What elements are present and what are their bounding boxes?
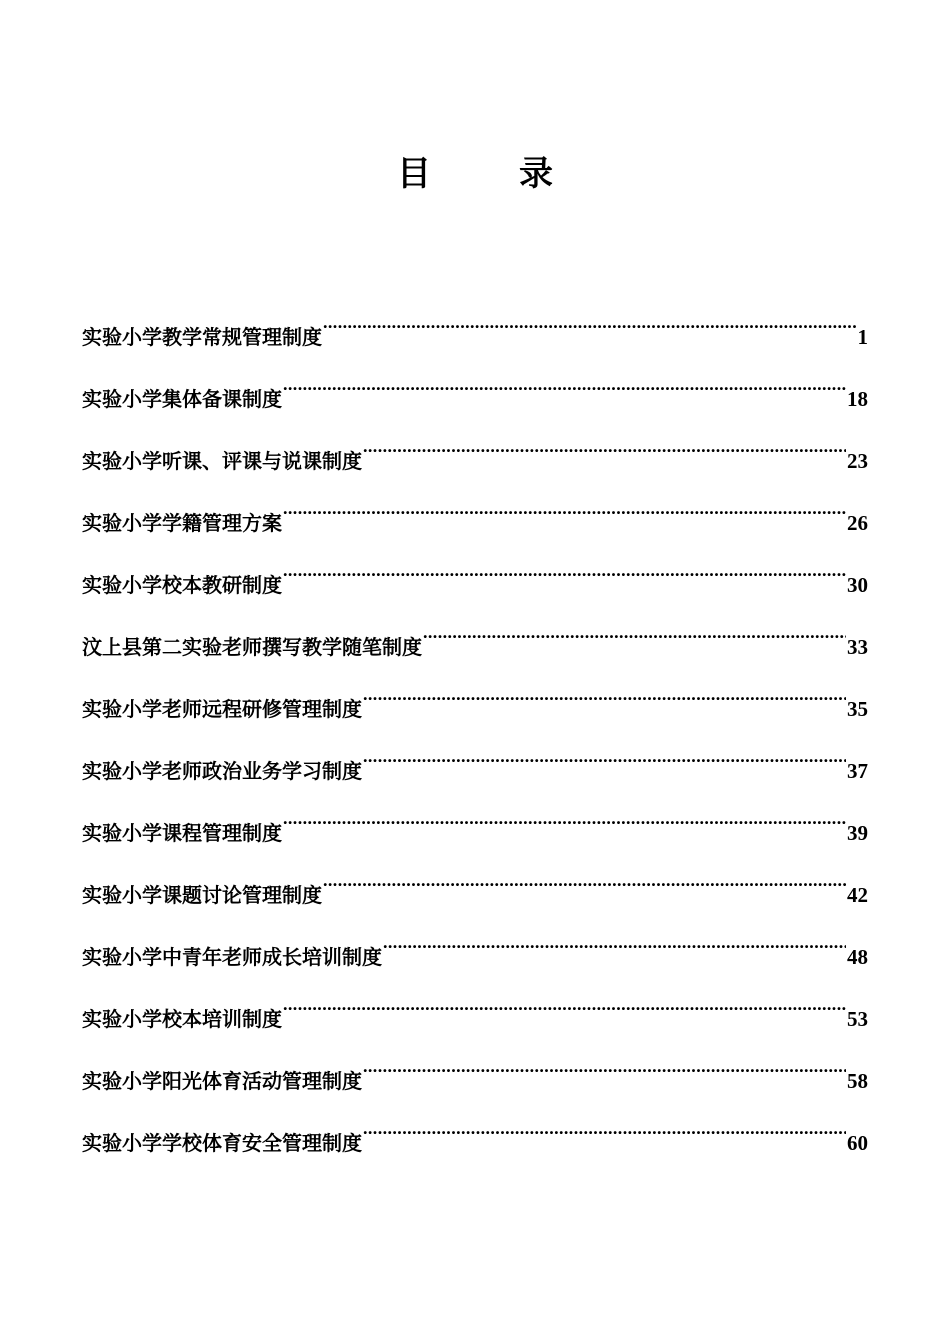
toc-entry-title: 实验小学中青年老师成长培训制度 [82, 945, 382, 969]
toc-dot-leader [363, 1106, 846, 1150]
toc-entry-title: 实验小学校本培训制度 [82, 1007, 282, 1031]
toc-dot-leader [363, 734, 846, 778]
toc-entry[interactable] [82, 486, 868, 548]
toc-entry[interactable] [82, 548, 868, 610]
toc-entry-title: 实验小学阳光体育活动管理制度 [82, 1069, 362, 1093]
toc-dot-leader [363, 672, 846, 716]
title-char-2: 录 [519, 154, 553, 194]
toc-entry[interactable] [82, 734, 868, 796]
table-of-contents [82, 300, 868, 1168]
toc-entry-page: 48 [847, 945, 868, 969]
toc-entry-title: 汶上县第二实验老师撰写教学随笔制度 [82, 635, 422, 659]
toc-entry[interactable] [82, 920, 868, 982]
toc-entry-page: 39 [847, 821, 868, 845]
toc-dot-leader [323, 300, 857, 344]
toc-entry-title: 实验小学听课、评课与说课制度 [82, 449, 362, 473]
toc-entry[interactable] [82, 796, 868, 858]
toc-entry-page: 53 [847, 1007, 868, 1031]
toc-entry-title: 实验小学学籍管理方案 [82, 511, 282, 535]
toc-dot-leader [363, 1044, 846, 1088]
toc-dot-leader [423, 610, 846, 654]
toc-entry[interactable] [82, 982, 868, 1044]
toc-entry-title: 实验小学老师政治业务学习制度 [82, 759, 362, 783]
title-char-1: 目 [397, 154, 431, 194]
toc-entry[interactable] [82, 672, 868, 734]
toc-dot-leader [283, 362, 846, 406]
page-title [0, 148, 950, 200]
toc-entry-page: 23 [847, 449, 868, 473]
toc-entry-title: 实验小学集体备课制度 [82, 387, 282, 411]
toc-entry[interactable] [82, 424, 868, 486]
toc-entry-page: 33 [847, 635, 868, 659]
toc-entry[interactable] [82, 300, 868, 362]
toc-entry-page: 1 [857, 325, 868, 349]
toc-entry[interactable] [82, 1044, 868, 1106]
toc-entry[interactable] [82, 362, 868, 424]
toc-entry-title: 实验小学老师远程研修管理制度 [82, 697, 362, 721]
toc-entry-title: 实验小学课程管理制度 [82, 821, 282, 845]
toc-entry-title: 实验小学课题讨论管理制度 [82, 883, 322, 907]
toc-entry-title: 实验小学教学常规管理制度 [82, 325, 322, 349]
toc-dot-leader [383, 920, 846, 964]
toc-entry[interactable] [82, 1106, 868, 1168]
toc-dot-leader [283, 796, 846, 840]
toc-entry-title: 实验小学学校体育安全管理制度 [82, 1131, 362, 1155]
toc-entry[interactable] [82, 610, 868, 672]
toc-entry-page: 60 [847, 1131, 868, 1155]
toc-dot-leader [363, 424, 846, 468]
toc-entry-title: 实验小学校本教研制度 [82, 573, 282, 597]
toc-dot-leader [283, 982, 846, 1026]
toc-entry-page: 35 [847, 697, 868, 721]
toc-entry-page: 26 [847, 511, 868, 535]
toc-entry-page: 42 [847, 883, 868, 907]
toc-entry[interactable] [82, 858, 868, 920]
toc-dot-leader [283, 548, 846, 592]
toc-dot-leader [323, 858, 846, 902]
toc-entry-page: 37 [847, 759, 868, 783]
toc-entry-page: 58 [847, 1069, 868, 1093]
toc-entry-page: 30 [847, 573, 868, 597]
toc-entry-page: 18 [847, 387, 868, 411]
toc-dot-leader [283, 486, 846, 530]
